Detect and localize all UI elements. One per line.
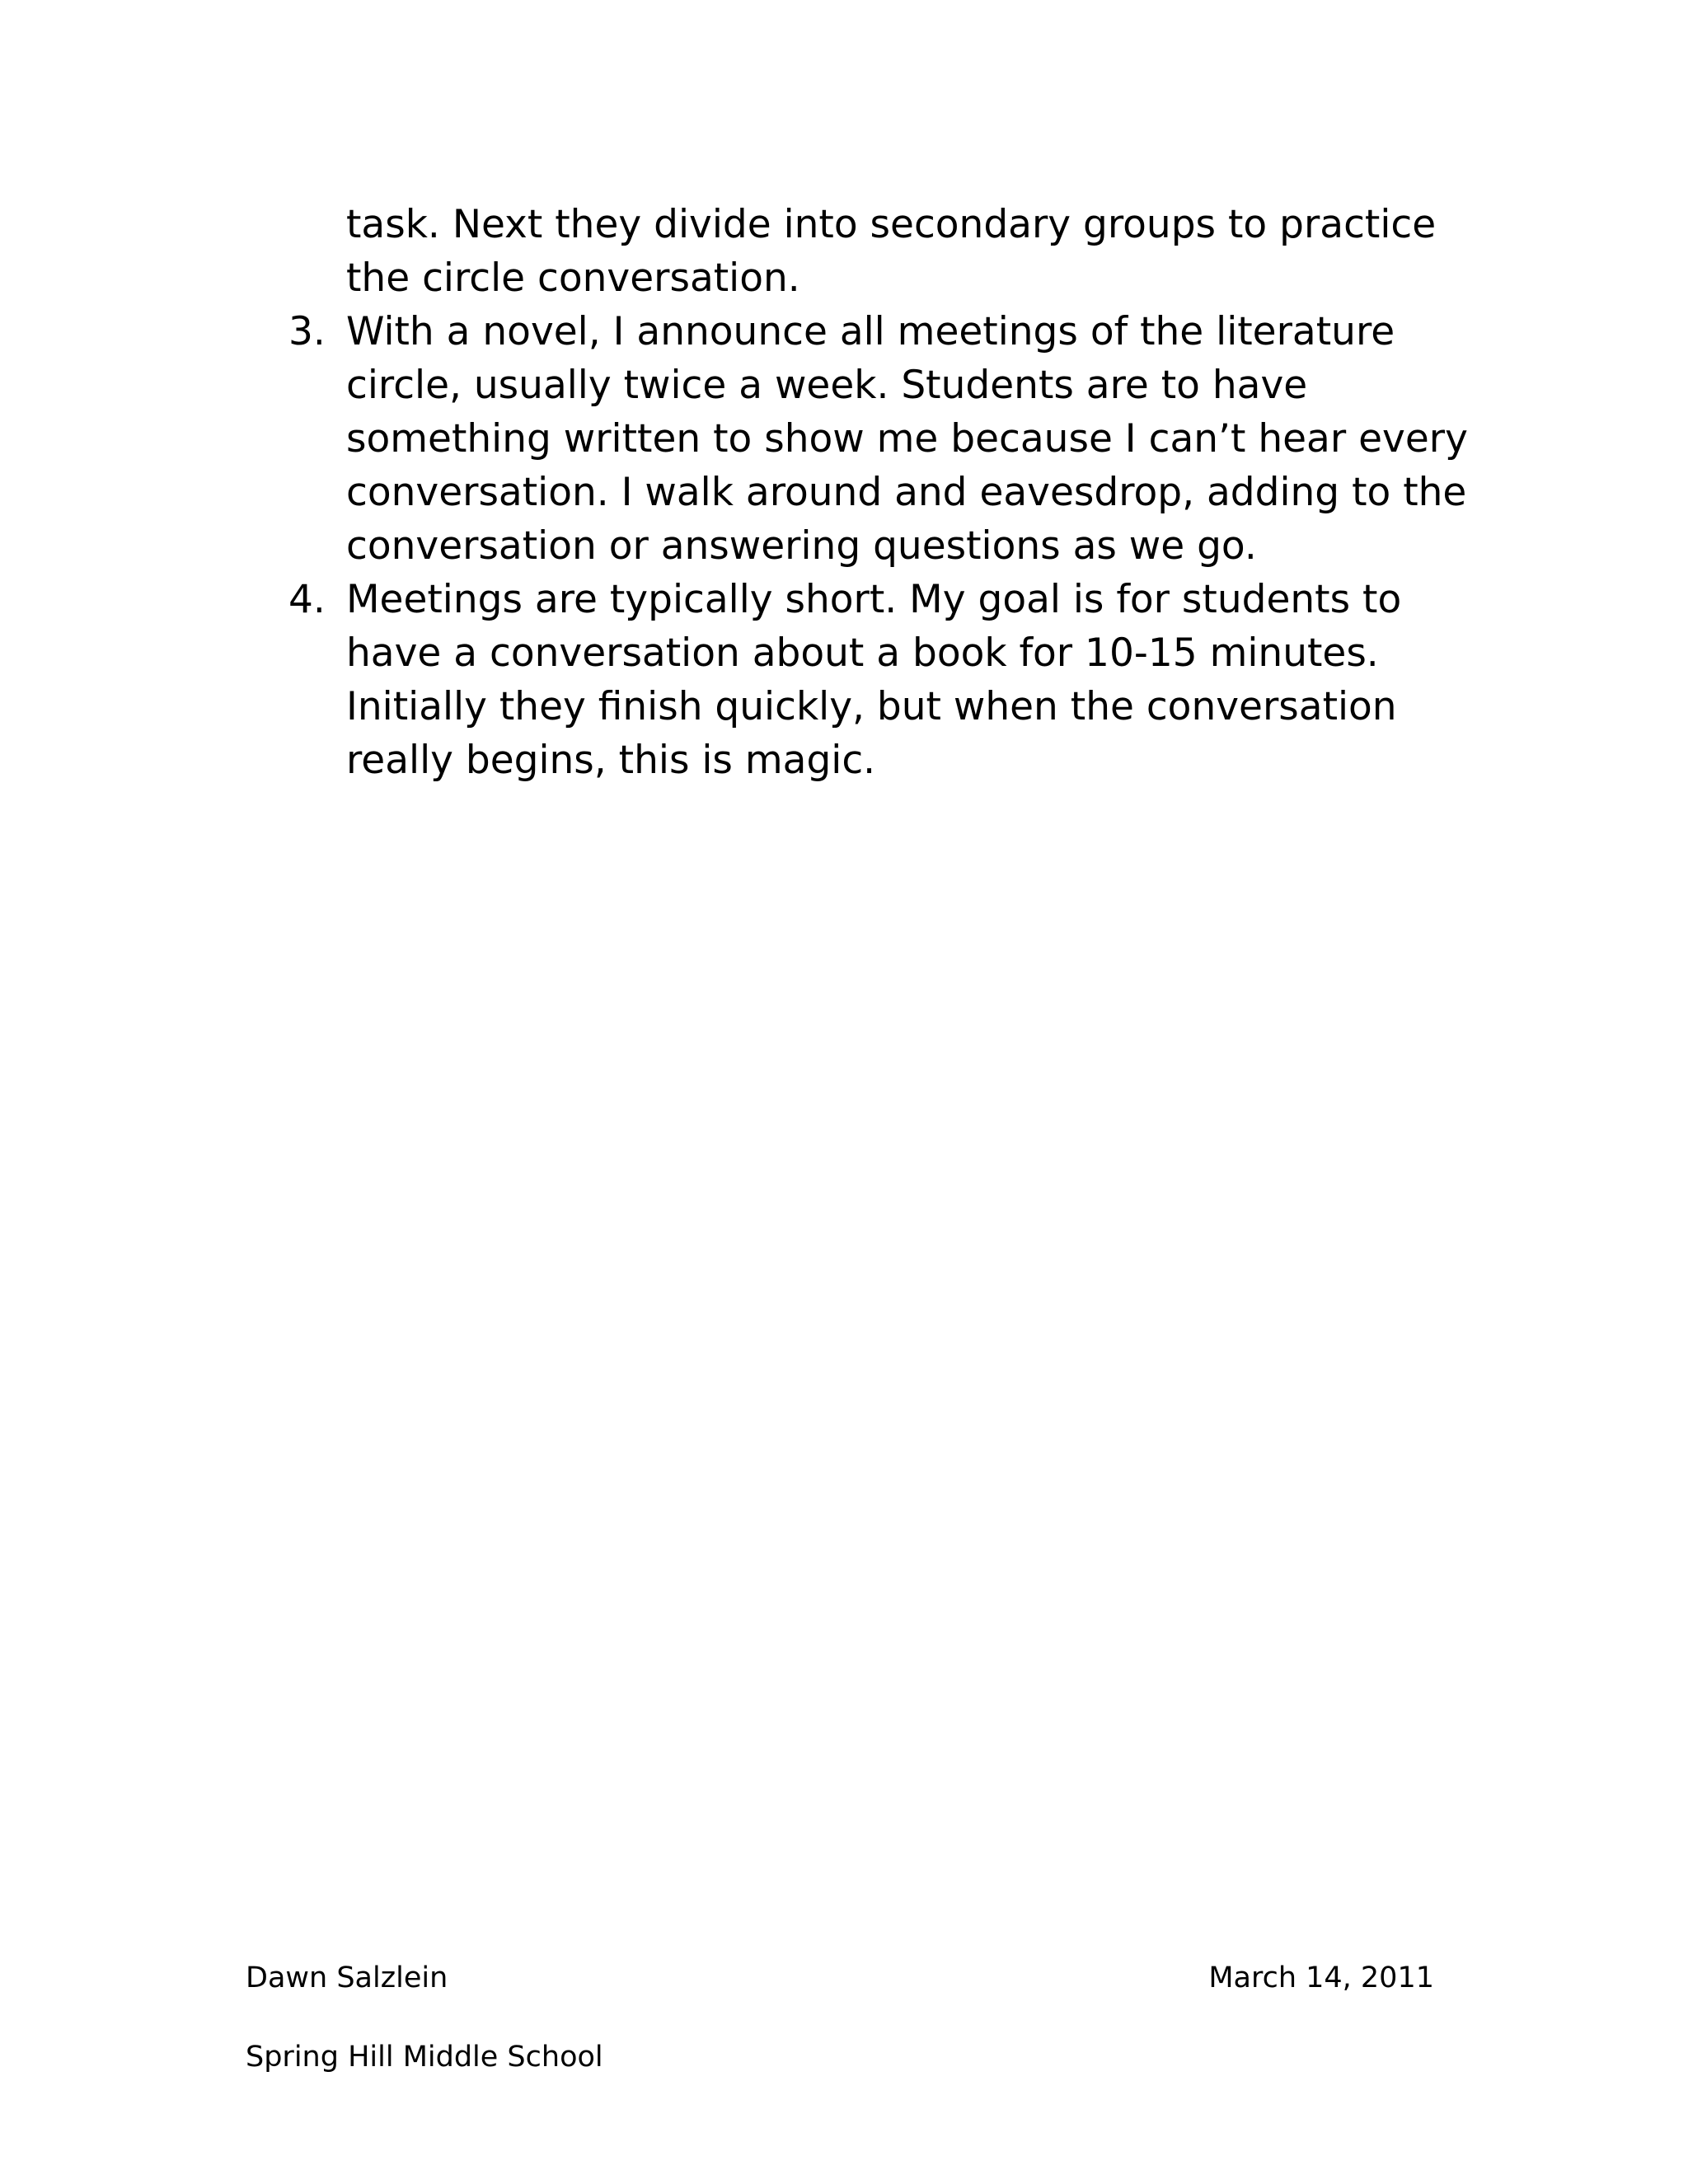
footer-date: March 14, 2011 xyxy=(1208,1961,1434,1994)
text-line: the circle conversation. xyxy=(346,255,800,301)
text-line: With a novel, I announce all meetings of the literature xyxy=(346,309,1395,354)
list-item-number: 3. xyxy=(288,309,326,354)
list-item-4 xyxy=(288,573,1401,787)
text-line: Meetings are typically short. My goal is for students to xyxy=(346,577,1402,622)
footer-author: Dawn Salzlein xyxy=(246,1961,448,1994)
text-line: task. Next they divide into secondary groups to practice xyxy=(346,202,1437,247)
numbered-list xyxy=(288,305,1468,787)
text-line: really begins, this is magic. xyxy=(346,738,876,783)
continued-paragraph xyxy=(346,198,1437,305)
text-line: conversation or answering questions as we go. xyxy=(346,523,1257,569)
text-line: conversation. I walk around and eavesdrop, adding to the xyxy=(346,470,1467,515)
text-line: something written to show me because I can’t hear every xyxy=(346,416,1468,462)
text-line: circle, usually twice a week. Students are to have xyxy=(346,363,1308,408)
text-line: have a conversation about a book for 10-15 minutes. xyxy=(346,630,1379,676)
text-line: Initially they finish quickly, but when the conversation xyxy=(346,684,1397,729)
list-item-3 xyxy=(288,305,1468,573)
footer-school: Spring Hill Middle School xyxy=(246,2041,603,2074)
list-item-number: 4. xyxy=(288,577,326,622)
